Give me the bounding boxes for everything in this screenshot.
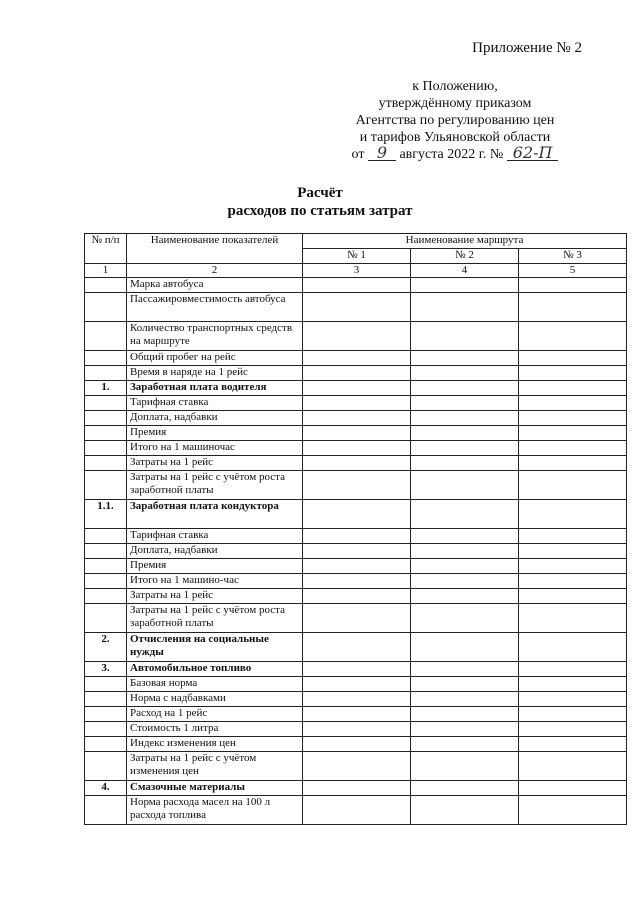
- row-number: [85, 604, 127, 633]
- route-value-cell: [303, 396, 411, 411]
- date-rest: августа 2022 г. №: [399, 147, 504, 162]
- route-value-cell: [411, 293, 519, 322]
- route-value-cell: [411, 589, 519, 604]
- row-number: [85, 396, 127, 411]
- route-value-cell: [519, 722, 627, 737]
- table-row: [85, 500, 627, 529]
- header-route: № 2: [411, 249, 519, 264]
- route-value-cell: [411, 796, 519, 825]
- appendix-title: Приложение № 2: [472, 40, 582, 56]
- route-value-cell: [303, 411, 411, 426]
- row-indicator-name: Затраты на 1 рейс: [127, 589, 303, 604]
- route-value-cell: [519, 589, 627, 604]
- row-number: [85, 692, 127, 707]
- route-value-cell: [519, 500, 627, 529]
- route-value-cell: [411, 441, 519, 456]
- row-indicator-name: Затраты на 1 рейс с учётом роста заработной платы: [127, 471, 303, 500]
- table-row: [85, 471, 627, 500]
- table-row: [85, 544, 627, 559]
- row-indicator-name: Итого на 1 машиночас: [127, 441, 303, 456]
- row-indicator-name: Тарифная ставка: [127, 529, 303, 544]
- route-value-cell: [519, 293, 627, 322]
- route-value-cell: [411, 781, 519, 796]
- table-row: [85, 293, 627, 322]
- route-value-cell: [519, 662, 627, 677]
- table-row: [85, 677, 627, 692]
- row-number: [85, 426, 127, 441]
- route-value-cell: [519, 559, 627, 574]
- route-value-cell: [303, 322, 411, 351]
- row-indicator-name: Смазочные материалы: [127, 781, 303, 796]
- route-value-cell: [303, 426, 411, 441]
- route-value-cell: [411, 500, 519, 529]
- table-row: [85, 559, 627, 574]
- header-route-group: Наименование маршрута: [303, 234, 627, 249]
- row-indicator-name: Базовая норма: [127, 677, 303, 692]
- table-row: [85, 796, 627, 825]
- attachment-note: [330, 78, 580, 163]
- route-value-cell: [303, 707, 411, 722]
- route-value-cell: [519, 544, 627, 559]
- table-row: [85, 396, 627, 411]
- row-number: [85, 589, 127, 604]
- route-value-cell: [411, 278, 519, 293]
- date-prefix: от: [351, 147, 365, 162]
- route-value-cell: [411, 411, 519, 426]
- route-value-cell: [303, 351, 411, 366]
- route-value-cell: [519, 322, 627, 351]
- row-number: 4.: [85, 781, 127, 796]
- row-number: [85, 707, 127, 722]
- route-value-cell: [411, 559, 519, 574]
- route-value-cell: [303, 278, 411, 293]
- route-value-cell: [411, 707, 519, 722]
- row-number: [85, 677, 127, 692]
- row-number: [85, 278, 127, 293]
- route-value-cell: [303, 781, 411, 796]
- route-value-cell: [411, 677, 519, 692]
- row-number: [85, 411, 127, 426]
- cost-table-body: [85, 234, 627, 825]
- route-value-cell: [411, 456, 519, 471]
- route-value-cell: [411, 604, 519, 633]
- route-value-cell: [303, 662, 411, 677]
- row-number: 1.1.: [85, 500, 127, 529]
- attachment-line: и тарифов Ульяновской области: [359, 130, 551, 145]
- route-value-cell: [303, 574, 411, 589]
- route-value-cell: [411, 322, 519, 351]
- route-value-cell: [303, 441, 411, 456]
- row-number: [85, 544, 127, 559]
- route-value-cell: [519, 396, 627, 411]
- route-value-cell: [411, 396, 519, 411]
- route-value-cell: [303, 559, 411, 574]
- route-value-cell: [519, 381, 627, 396]
- row-number: [85, 796, 127, 825]
- row-indicator-name: Затраты на 1 рейс: [127, 456, 303, 471]
- route-value-cell: [519, 471, 627, 500]
- row-number: 3.: [85, 662, 127, 677]
- route-value-cell: [411, 544, 519, 559]
- route-value-cell: [519, 529, 627, 544]
- row-indicator-name: Премия: [127, 426, 303, 441]
- route-value-cell: [411, 381, 519, 396]
- header-route: № 1: [303, 249, 411, 264]
- handwritten-order-number: 62-П: [507, 146, 559, 161]
- route-value-cell: [411, 662, 519, 677]
- row-number: [85, 322, 127, 351]
- row-number: 2.: [85, 633, 127, 662]
- route-value-cell: [519, 633, 627, 662]
- table-row: [85, 692, 627, 707]
- row-indicator-name: Норма расхода масел на 100 л расхода топлива: [127, 796, 303, 825]
- order-date-line: [330, 143, 580, 163]
- route-value-cell: [519, 426, 627, 441]
- table-row: [85, 662, 627, 677]
- route-value-cell: [519, 351, 627, 366]
- table-row: [85, 322, 627, 351]
- route-value-cell: [411, 351, 519, 366]
- route-value-cell: [519, 752, 627, 781]
- table-row: [85, 604, 627, 633]
- route-value-cell: [303, 692, 411, 707]
- row-number: [85, 752, 127, 781]
- table-row: [85, 381, 627, 396]
- route-value-cell: [303, 722, 411, 737]
- column-number: 3: [303, 264, 411, 278]
- route-value-cell: [303, 471, 411, 500]
- route-value-cell: [411, 426, 519, 441]
- route-value-cell: [519, 781, 627, 796]
- row-number: 1.: [85, 381, 127, 396]
- cost-table: [84, 233, 627, 825]
- column-number: 2: [127, 264, 303, 278]
- route-value-cell: [303, 752, 411, 781]
- row-indicator-name: Отчисления на социальные нужды: [127, 633, 303, 662]
- row-indicator-name: Затраты на 1 рейс с учётом роста заработной платы: [127, 604, 303, 633]
- route-value-cell: [303, 633, 411, 662]
- row-indicator-name: Время в наряде на 1 рейс: [127, 366, 303, 381]
- row-indicator-name: Индекс изменения цен: [127, 737, 303, 752]
- route-value-cell: [411, 574, 519, 589]
- row-indicator-name: Расход на 1 рейс: [127, 707, 303, 722]
- route-value-cell: [411, 737, 519, 752]
- row-indicator-name: Премия: [127, 559, 303, 574]
- row-indicator-name: Общий пробег на рейс: [127, 351, 303, 366]
- row-number: [85, 559, 127, 574]
- route-value-cell: [411, 529, 519, 544]
- row-indicator-name: Пассажировместимость автобуса: [127, 293, 303, 322]
- table-row: [85, 278, 627, 293]
- table-row: [85, 426, 627, 441]
- row-number: [85, 351, 127, 366]
- route-value-cell: [411, 366, 519, 381]
- table-row: [85, 441, 627, 456]
- row-number: [85, 456, 127, 471]
- header-row: [85, 234, 627, 249]
- document-title: [200, 184, 440, 220]
- route-value-cell: [519, 677, 627, 692]
- table-row: [85, 411, 627, 426]
- header-num: № п/п: [85, 234, 127, 264]
- title-line: Расчёт: [297, 185, 343, 201]
- route-value-cell: [303, 604, 411, 633]
- route-value-cell: [519, 796, 627, 825]
- table-row: [85, 529, 627, 544]
- route-value-cell: [411, 722, 519, 737]
- route-value-cell: [519, 456, 627, 471]
- route-value-cell: [303, 529, 411, 544]
- route-value-cell: [411, 471, 519, 500]
- handwritten-day: 9: [368, 146, 396, 161]
- table-row: [85, 633, 627, 662]
- route-value-cell: [519, 366, 627, 381]
- row-indicator-name: Автомобильное топливо: [127, 662, 303, 677]
- table-row: [85, 707, 627, 722]
- row-indicator-name: Итого на 1 машино-час: [127, 574, 303, 589]
- route-value-cell: [519, 707, 627, 722]
- header-route: № 3: [519, 249, 627, 264]
- row-indicator-name: Затраты на 1 рейс с учётом изменения цен: [127, 752, 303, 781]
- table-row: [85, 456, 627, 471]
- row-number: [85, 366, 127, 381]
- row-number: [85, 441, 127, 456]
- row-number: [85, 529, 127, 544]
- route-value-cell: [303, 500, 411, 529]
- route-value-cell: [303, 544, 411, 559]
- route-value-cell: [303, 381, 411, 396]
- column-number: 4: [411, 264, 519, 278]
- route-value-cell: [411, 633, 519, 662]
- row-indicator-name: Заработная плата водителя: [127, 381, 303, 396]
- table-row: [85, 366, 627, 381]
- route-value-cell: [411, 692, 519, 707]
- attachment-line: к Положению,: [412, 79, 498, 94]
- column-number-row: [85, 264, 627, 278]
- table-row: [85, 737, 627, 752]
- row-indicator-name: Доплата, надбавки: [127, 544, 303, 559]
- row-indicator-name: Заработная плата кондуктора: [127, 500, 303, 529]
- attachment-line: Агентства по регулированию цен: [355, 113, 555, 128]
- route-value-cell: [303, 796, 411, 825]
- route-value-cell: [411, 752, 519, 781]
- column-number: 1: [85, 264, 127, 278]
- route-value-cell: [519, 604, 627, 633]
- table-row: [85, 722, 627, 737]
- route-value-cell: [519, 278, 627, 293]
- title-line: расходов по статьям затрат: [227, 203, 413, 219]
- route-value-cell: [519, 574, 627, 589]
- row-indicator-name: Доплата, надбавки: [127, 411, 303, 426]
- route-value-cell: [303, 677, 411, 692]
- row-number: [85, 471, 127, 500]
- row-number: [85, 574, 127, 589]
- row-number: [85, 293, 127, 322]
- row-indicator-name: Норма с надбавками: [127, 692, 303, 707]
- row-indicator-name: Тарифная ставка: [127, 396, 303, 411]
- route-value-cell: [519, 737, 627, 752]
- route-value-cell: [519, 441, 627, 456]
- table-row: [85, 781, 627, 796]
- header-name: Наименование показателей: [127, 234, 303, 264]
- row-indicator-name: Количество транспортных средств на маршруте: [127, 322, 303, 351]
- route-value-cell: [519, 692, 627, 707]
- column-number: 5: [519, 264, 627, 278]
- route-value-cell: [303, 366, 411, 381]
- table-row: [85, 351, 627, 366]
- table-row: [85, 574, 627, 589]
- attachment-line: утверждённому приказом: [378, 96, 532, 111]
- table-row: [85, 589, 627, 604]
- route-value-cell: [519, 411, 627, 426]
- route-value-cell: [303, 589, 411, 604]
- route-value-cell: [303, 456, 411, 471]
- route-value-cell: [303, 737, 411, 752]
- row-number: [85, 722, 127, 737]
- row-number: [85, 737, 127, 752]
- route-value-cell: [303, 293, 411, 322]
- table-row: [85, 752, 627, 781]
- row-indicator-name: Стоимость 1 литра: [127, 722, 303, 737]
- row-indicator-name: Марка автобуса: [127, 278, 303, 293]
